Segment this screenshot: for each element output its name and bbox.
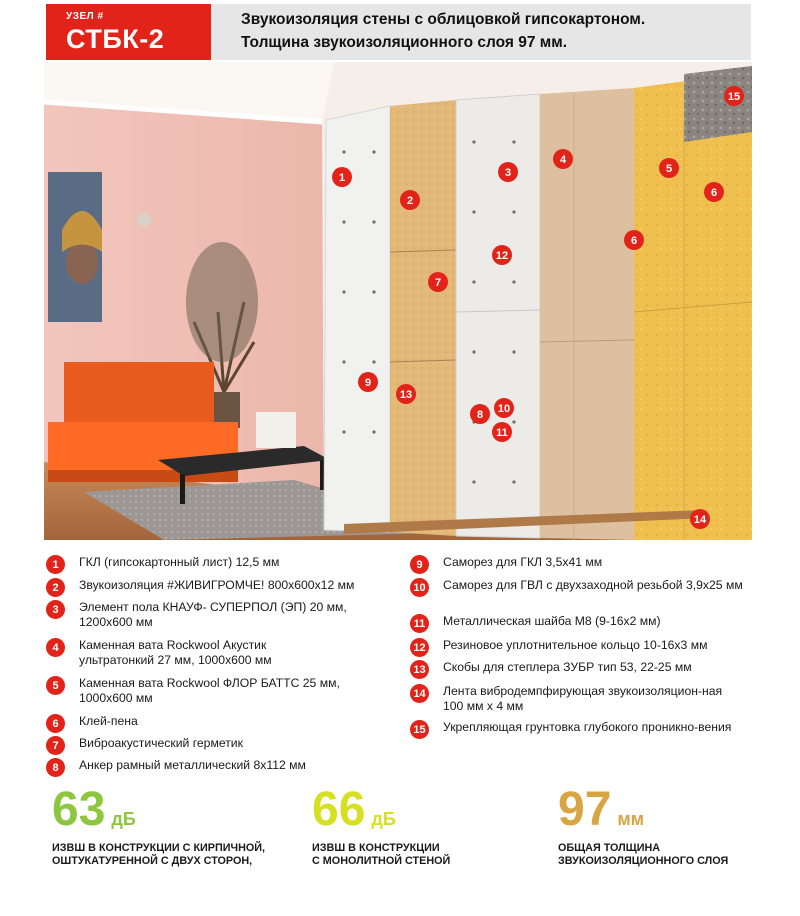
legend-text: Укрепляющая грунтовка глубокого проникно-вения (443, 720, 732, 734)
legend-text: Лента вибродемпфирующая звукоизоляцион-ная 100 мм х 4 мм (443, 684, 723, 713)
legend-text: Саморез для ГКЛ 3,5х41 мм (443, 555, 603, 569)
marker-2 (400, 190, 420, 210)
svg-text:3: 3 (504, 167, 512, 179)
header (0, 0, 800, 62)
legend-number: 13 (410, 660, 429, 679)
badge-code: СТБК-2 (66, 24, 165, 54)
stat-caption-line2: С МОНОЛИТНОЙ СТЕНОЙ (312, 855, 451, 867)
layer-rockwool-floor-batts (634, 72, 752, 540)
title-box (211, 4, 751, 60)
legend-item (46, 638, 309, 668)
badge-label: УЗЕЛ # (66, 11, 104, 22)
marker-11 (492, 422, 512, 442)
legend-number: 4 (46, 638, 65, 657)
legend-text: Виброакустический герметик (79, 736, 243, 750)
stat-value: 66 (312, 783, 366, 836)
legend-text: Каменная вата Rockwool Акустик ультратонкий 27 мм, 1000х600 мм (79, 638, 272, 667)
marker-1 (332, 167, 352, 187)
legend-item (410, 578, 743, 597)
legend-number: 7 (46, 736, 65, 755)
page-title-line2: Толщина звукоизоляционного слоя 97 мм. (241, 34, 568, 51)
legend-item (46, 578, 354, 597)
svg-text:12: 12 (495, 250, 509, 262)
layer-gkl (324, 106, 390, 532)
svg-text:6: 6 (710, 187, 718, 199)
legend-number: 14 (410, 684, 429, 703)
stat-unit: дБ (111, 809, 136, 829)
stat-value: 97 (558, 783, 612, 836)
stat-monolithic-wall (312, 783, 451, 868)
svg-text:5: 5 (665, 163, 673, 175)
legend-number: 1 (46, 555, 65, 574)
stat-caption-line2: ОШТУКАТУРЕННОЙ С ДВУХ СТОРОН, (52, 855, 253, 867)
legend-number: 5 (46, 676, 65, 695)
marker-10 (494, 398, 514, 418)
marker-6-lower (624, 230, 644, 250)
legend-number: 9 (410, 555, 429, 574)
legend-item (410, 614, 661, 633)
legend-item (410, 660, 692, 679)
stat-caption-line1: ИЗВШ В КОНСТРУКЦИИ (312, 842, 440, 854)
legend-number: 15 (410, 720, 429, 739)
portrait-painting (48, 172, 102, 322)
legend-number: 12 (410, 638, 429, 657)
svg-text:4: 4 (559, 154, 567, 166)
legend-item (46, 555, 279, 574)
legend-text: Клей-пена (79, 714, 138, 728)
legend-item (46, 758, 306, 777)
marker-7 (428, 272, 448, 292)
legend-item (46, 676, 369, 706)
marker-6-upper (704, 182, 724, 202)
stat-caption-line1: ИЗВШ В КОНСТРУКЦИИ С КИРПИЧНОЙ, (52, 842, 266, 854)
legend-text: Элемент пола КНАУФ- СУПЕРПОЛ (ЭП) 20 мм, 1200х600 мм (79, 600, 347, 629)
legend-number: 3 (46, 600, 65, 619)
legend-item (410, 555, 602, 574)
marker-8 (470, 404, 490, 424)
legend-number: 8 (46, 758, 65, 777)
stat-caption-line1: ОБЩАЯ ТОЛЩИНА (558, 842, 661, 854)
legend-text: Анкер рамный металлический 8х112 мм (79, 758, 306, 772)
node-badge (46, 4, 211, 60)
legend-item (410, 720, 743, 739)
svg-text:9: 9 (364, 377, 372, 389)
legend-text: Резиновое уплотнительное кольцо 10-16х3 мм (443, 638, 708, 652)
svg-text:11: 11 (496, 427, 508, 439)
svg-text:13: 13 (399, 389, 413, 401)
stat-total-thickness (558, 783, 729, 868)
marker-3 (498, 162, 518, 182)
legend-number: 11 (410, 614, 429, 633)
legend-text: Металлическая шайба М8 (9-16х2 мм) (443, 614, 661, 628)
svg-text:1: 1 (338, 172, 346, 184)
layer-primer (684, 66, 752, 142)
marker-14 (690, 509, 710, 529)
svg-text:2: 2 (406, 195, 414, 207)
svg-text:15: 15 (727, 91, 741, 103)
legend-text: ГКЛ (гипсокартонный лист) 12,5 мм (79, 555, 280, 569)
svg-text:10: 10 (497, 403, 511, 415)
legend-item (46, 600, 369, 630)
layer-superpol (456, 94, 540, 538)
svg-text:8: 8 (476, 409, 484, 421)
legend-text: Саморез для ГВЛ с двухзаходной резьбой 3,9х25 мм (443, 578, 743, 592)
stat-caption-line2: ЗВУКОИЗОЛЯЦИОННОГО СЛОЯ (558, 855, 729, 867)
svg-text:7: 7 (434, 277, 442, 289)
marker-4 (553, 149, 573, 169)
legend-item (410, 684, 733, 714)
svg-text:14: 14 (693, 514, 707, 526)
legend-item (46, 714, 138, 733)
stat-value: 63 (52, 783, 106, 836)
legend-text: Скобы для степлера ЗУБР тип 53, 22-25 мм (443, 660, 692, 674)
legend-item (46, 736, 243, 755)
layer-soundproof-mat (390, 100, 456, 536)
wall-illustration (44, 62, 752, 540)
marker-13 (396, 384, 416, 404)
legend-text: Звукоизоляция #ЖИВИГРОМЧЕ! 800х600х12 мм (79, 578, 355, 592)
stat-unit: мм (617, 809, 645, 829)
stat-brick-wall (52, 783, 266, 868)
stat-unit: дБ (371, 809, 396, 829)
marker-12 (492, 245, 512, 265)
legend-text: Каменная вата Rockwool ФЛОР БАТТС 25 мм, 1000х600 мм (79, 676, 340, 705)
wall-lamp (137, 213, 151, 227)
page-title-line1: Звукоизоляция стены с облицовкой гипсокартоном. (241, 11, 646, 28)
marker-9 (358, 372, 378, 392)
legend-number: 2 (46, 578, 65, 597)
svg-text:6: 6 (630, 235, 638, 247)
marker-15 (724, 86, 744, 106)
legend-number: 10 (410, 578, 429, 597)
legend-number: 6 (46, 714, 65, 733)
legend-item (410, 638, 707, 657)
marker-5 (659, 158, 679, 178)
wall-layers-diagram (44, 62, 752, 540)
